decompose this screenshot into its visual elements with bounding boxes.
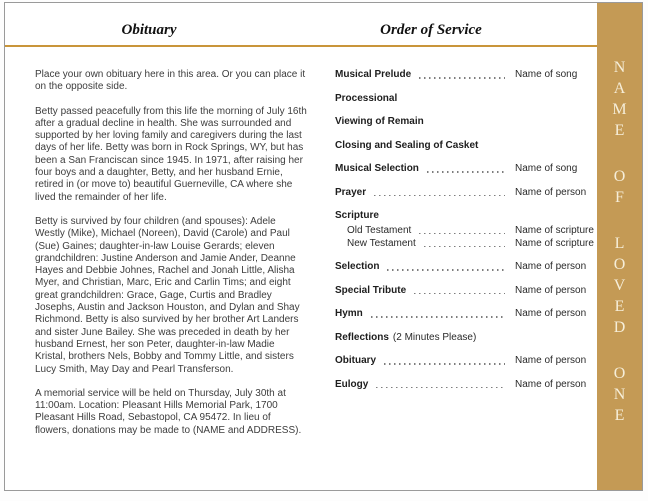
service-item [335, 332, 593, 344]
banner-letter: O [613, 256, 626, 273]
banner-letter: L [614, 235, 625, 252]
obituary-title: Obituary [121, 22, 177, 38]
program-page [4, 2, 643, 491]
obituary-paragraph: A memorial service will be held on Thursday, July 30th at 11:00am. Location: Pleasant Hills Memorial Park, 1700 Pleasant Hills Road, Sebastopol, CA 95472. In lieu of flowers, donations may be made to (NAME and ADDRESS). [35, 387, 302, 436]
banner-word [612, 57, 626, 141]
banner-letter: A [613, 80, 626, 97]
banner-letter: E [614, 407, 625, 424]
obituary-paragraph: Place your own obituary here in this area. Or you can place it on the opposite side. [35, 69, 306, 93]
service-item [335, 355, 593, 367]
service-item-group [335, 210, 593, 250]
header-divider-rule [5, 45, 597, 47]
banner-word [614, 233, 626, 338]
service-item [335, 163, 593, 175]
service-item-label: Prayer [335, 186, 367, 198]
dotted-leader [427, 171, 505, 173]
order-of-service-title: Order of Service [380, 22, 482, 38]
banner-letter: M [612, 101, 627, 118]
service-item-value: Name of song [515, 163, 578, 174]
service-item-value: Name of person [515, 378, 587, 390]
banner-letter: O [613, 365, 626, 382]
service-item [335, 285, 593, 297]
service-item [335, 308, 593, 320]
banner-letter: F [615, 189, 624, 206]
dotted-leader [419, 77, 505, 79]
service-item-label: New Testament [347, 237, 416, 249]
dotted-leader [387, 269, 505, 271]
banner-letter: V [613, 277, 626, 294]
order-of-service-list [335, 69, 593, 402]
service-item-label: Old Testament [347, 224, 412, 236]
service-item-label: Musical Selection [335, 163, 419, 174]
service-item-label: Closing and Sealing of Casket [335, 139, 479, 151]
service-item-note: (2 Minutes Please) [392, 331, 477, 343]
service-item-value: Name of person [515, 186, 587, 198]
service-item [335, 116, 593, 128]
service-item-value: Name of song [515, 69, 578, 80]
service-item-label: Selection [335, 261, 380, 272]
banner-letter: N [613, 59, 626, 76]
service-item-value: Name of scripture [515, 237, 594, 249]
service-item-label: Scripture [335, 210, 379, 221]
banner-letter: E [614, 122, 625, 139]
service-item [335, 261, 593, 273]
service-item-value: Name of person [515, 284, 587, 296]
dotted-leader [424, 246, 505, 248]
obituary-paragraph: Betty passed peacefully from this life the morning of July 16th after a gradual decline in health. She was surrounded and supported by her loving family and caregivers during the last days of her life. Betty was born in Rock Springs, WY, but has been a San Franciscan since 1945. In 1971, after raising her four boys and a daughter, Betty, and her husband Ernie, retired in (or move to) beautiful Guerneville, CA where she lived the remainder of her life. [35, 105, 307, 203]
obituary-text-block [35, 69, 307, 449]
service-item-value: Name of person [515, 261, 587, 272]
service-item [335, 93, 593, 105]
service-item-label: Reflections [335, 331, 389, 343]
service-item-label: Eulogy [335, 378, 369, 390]
dotted-leader [374, 195, 505, 197]
banner-word [614, 363, 626, 426]
service-item-value: Name of person [515, 308, 587, 319]
service-item [335, 210, 593, 222]
banner-letter: D [613, 319, 626, 336]
dotted-leader [384, 363, 505, 365]
service-item [335, 225, 593, 237]
service-item-label: Viewing of Remain [335, 116, 424, 127]
service-item-label: Special Tribute [335, 284, 407, 296]
service-item-label: Obituary [335, 355, 377, 366]
service-item-label: Musical Prelude [335, 69, 412, 80]
banner-word [614, 166, 626, 208]
service-item [335, 238, 593, 250]
dotted-leader [371, 316, 505, 318]
banner-letter: N [613, 386, 626, 403]
service-item [335, 187, 593, 199]
service-item-label: Hymn [335, 308, 363, 319]
obituary-paragraph: Betty is survived by four children (and spouses): Adele Westly (Mike), Michael (Noreen), David (Carole) and Paul (Sue) Gaines; daughter-in-law Louise Gerards; eleven grandchildren: Justine Anderson and Jamie Ander, Deanne Hayes and Debbie Johnes, Rachel and Jonah Little, Alisha Myer, and Christian, Marc, Eric and Carlin Tims; and eight great grandchildren: Grace, Gage, Curtis and Bradley Josephs, Austin and Jackson Houston, and Dylan and Shay Richmond. Betty is also survived by her brother Art Landers and sister June Bailey. She was preceded in death by her husband Ernest, her son Peter, daughter-in-law Madie Kristal, brothers Nels, Bobby and Tommy Little, and sisters Lucy Smith, May Day and Pearl Transferson. [35, 215, 300, 375]
banner-letter: E [614, 298, 625, 315]
service-item-value: Name of person [515, 355, 587, 366]
dotted-leader [376, 387, 505, 389]
service-item-value: Name of scripture [515, 224, 594, 236]
service-item [335, 69, 593, 81]
dotted-leader [414, 293, 505, 295]
banner-letter: O [613, 168, 626, 185]
service-item [335, 140, 593, 152]
name-of-loved-one-banner [597, 3, 642, 490]
service-item-label: Processional [335, 92, 398, 104]
dotted-leader [419, 233, 505, 235]
service-item [335, 379, 593, 391]
